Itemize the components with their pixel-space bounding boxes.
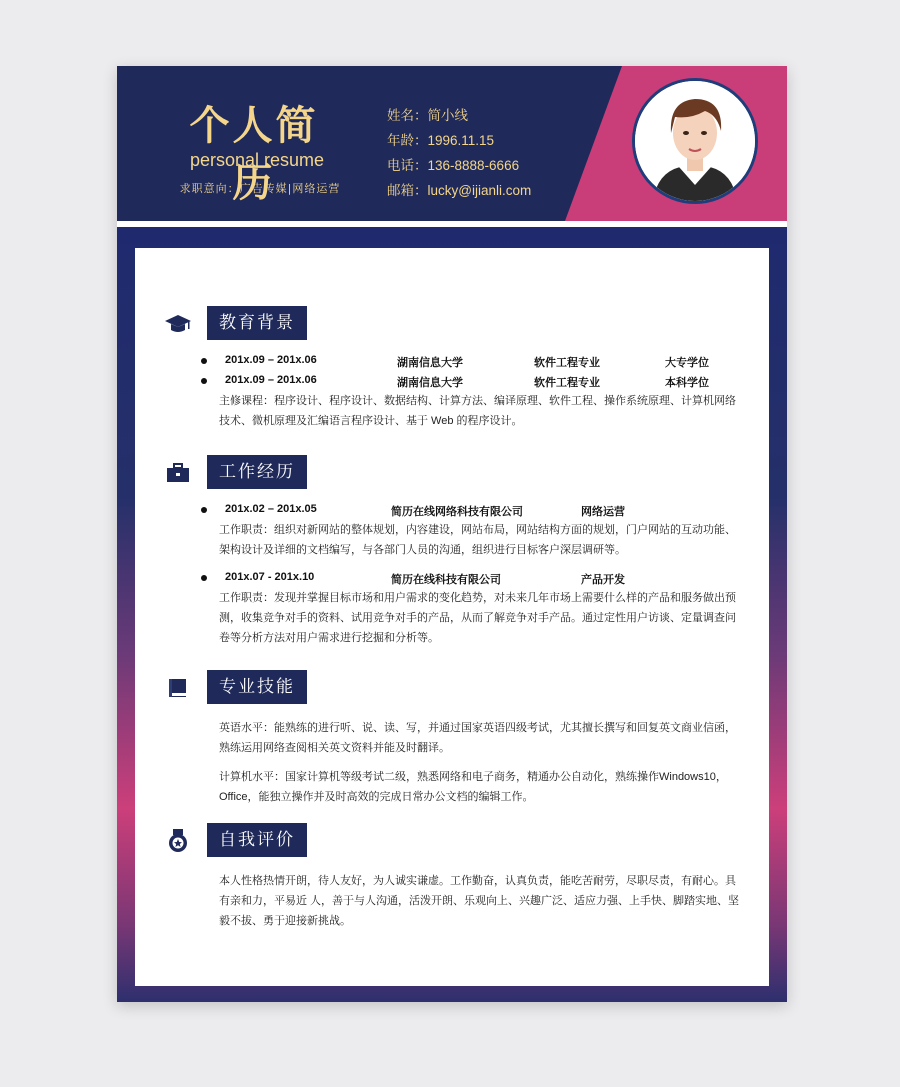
personal-info bbox=[387, 103, 531, 203]
skills-english: 英语水平：能熟练的进行听、说、读、写，并通过国家英语四级考试，尤其擅长撰写和回复英文商业信函，熟练运用网络查阅相关英文资料并能及时翻译。 bbox=[219, 722, 736, 754]
work-date: 201x.02 – 201x.05 bbox=[225, 503, 317, 515]
resume-content bbox=[135, 248, 769, 986]
bullet-icon bbox=[201, 575, 207, 581]
book-icon bbox=[165, 676, 191, 700]
edu-major: 软件工程专业 bbox=[534, 357, 600, 369]
section-self-title: 自我评价 bbox=[207, 823, 307, 857]
info-name: 姓名：简小线 bbox=[387, 108, 468, 123]
edu-date: 201x.09 – 201x.06 bbox=[225, 354, 317, 366]
section-education-title: 教育背景 bbox=[207, 306, 307, 340]
bullet-icon bbox=[201, 378, 207, 384]
work-company: 简历在线网络科技有限公司 bbox=[391, 506, 523, 518]
edu-major: 软件工程专业 bbox=[534, 377, 600, 389]
work-desc-1: 工作职责：组织对新网站的整体规划，内容建设，网站布局，网站结构方面的规划，门户网站的互动功能、架构设计及详细的文档编写，与各部门人员的沟通，组织进行目标客户深层调研等。 bbox=[219, 524, 736, 556]
section-skills-title: 专业技能 bbox=[207, 670, 307, 704]
job-intention: 求职意向：广告传媒|网络运营 bbox=[179, 182, 341, 195]
edu-school: 湖南信息大学 bbox=[397, 357, 463, 369]
edu-degree: 本科学位 bbox=[665, 377, 709, 389]
work-company: 简历在线科技有限公司 bbox=[391, 574, 501, 586]
info-phone: 电话：136-8888-6666 bbox=[387, 158, 520, 173]
edu-date: 201x.09 – 201x.06 bbox=[225, 374, 317, 386]
resume-subtitle: personal resume bbox=[189, 150, 325, 170]
edu-school: 湖南信息大学 bbox=[397, 377, 463, 389]
bullet-icon bbox=[201, 358, 207, 364]
work-desc-2: 工作职责：发现并掌握目标市场和用户需求的变化趋势，对未来几年市场上需要什么样的产品和服务做出预测，收集竞争对手的资料、试用竞争对手的产品，从而了解竞争对手产品。通过定性用户访谈、定量调查问卷等分析方法对用户需求进行挖掘和分析等。 bbox=[219, 592, 736, 644]
resume-page bbox=[117, 66, 787, 1002]
briefcase-icon bbox=[165, 461, 191, 485]
edu-degree: 大专学位 bbox=[665, 357, 709, 369]
medal-icon bbox=[165, 829, 191, 853]
work-position: 产品开发 bbox=[581, 574, 625, 586]
resume-title: 个人简历 bbox=[189, 103, 319, 206]
skills-computer: 计算机水平：国家计算机等级考试二级，熟悉网络和电子商务，精通办公自动化，熟练操作Windows10，Office，能独立操作并及时高效的完成日常办公文档的编辑工作。 bbox=[219, 771, 727, 803]
bullet-icon bbox=[201, 507, 207, 513]
profile-photo bbox=[632, 78, 758, 204]
work-position: 网络运营 bbox=[581, 506, 625, 518]
education-courses: 主修课程：程序设计、程序设计、数据结构、计算方法、编译原理、软件工程、操作系统原理、计算机网络技术、微机原理及汇编语言程序设计、基于 Web 的程序设计。 bbox=[219, 395, 736, 427]
info-age: 年龄：1996.11.15 bbox=[387, 133, 495, 148]
work-date: 201x.07 - 201x.10 bbox=[225, 571, 315, 583]
self-evaluation-text: 本人性格热情开朗，待人友好，为人诚实谦虚。工作勤奋，认真负责，能吃苦耐劳，尽职尽责，有耐心。具有亲和力，平易近 人，善于与人沟通，活泼开朗、乐观向上、兴趣广泛、适应力强、上手快、脚踏实地、坚毅不拔、勇于迎接新挑战。 bbox=[219, 875, 740, 927]
info-email: 邮箱：lucky@ijianli.com bbox=[387, 183, 532, 198]
section-work-title: 工作经历 bbox=[207, 455, 307, 489]
resume-header bbox=[117, 66, 787, 221]
graduation-cap-icon bbox=[165, 312, 191, 336]
portrait-image bbox=[635, 81, 755, 201]
